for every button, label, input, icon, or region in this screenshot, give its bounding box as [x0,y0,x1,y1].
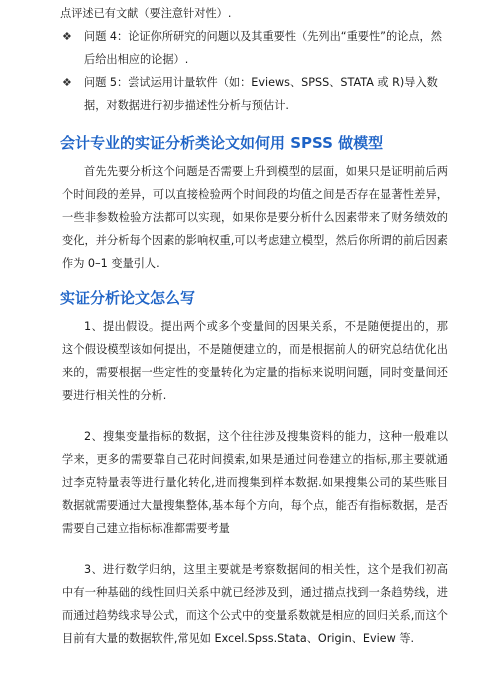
bullet-item-question-4 [62,25,448,71]
section-heading-spss-model: 会计专业的实证分析类论文如何用 SPSS 做模型 [60,134,384,152]
paragraph-spacer [62,407,448,425]
bullet-text: 问题 5：尝试运用计量软件（如：Eviews、SPSS、STATA 或 R)导入数据，对数据进行初步描述性分析与预估计. [84,76,438,112]
bullet-item-question-5 [62,71,448,117]
continued-text-line: 点评述已有文献（要注意针对性）. [60,7,232,20]
section-heading-empirical-analysis: 实证分析论文怎么写 [60,289,196,307]
bullet-text: 问题 4：论证你所研究的问题以及其重要性（先列出“重要性”的论点，然后给出相应的论据）. [84,30,442,66]
diamond-bullet-icon: ❖ [62,30,72,43]
section1-paragraph: 首先先要分析这个问题是否需要上升到模型的层面，如果只是证明前后两个时间段的差异，可以直接检验两个时间段的均值之间是否存在显著性差异，一些非参数检验方法都可以实现，如果你是要分析什么因素带来了财务绩效的变化，并分析每个因素的影响权重,可以考虑建立模型，然后你所谓的前后因素作为 0–1 变量引人. [62,165,448,270]
step-2-paragraph: 2、搜集变量指标的数据，这个往往涉及搜集资料的能力，这种一般难以学来，更多的需要靠自己花时间摸索,如果是通过问卷建立的指标,那主要就通过李克特量表等进行量化转化,进而搜集到样本数据.如果搜集公司的某些账目数据就需要通过大量搜集整体,基本每个方向，每个点，能否有指标数据，是否需要自己建立指标标准都需要考量 [62,430,448,535]
diamond-bullet-icon: ❖ [62,76,72,89]
step-1-paragraph: 1、提出假设。提出两个或多个变量间的因果关系，不是随便提出的，那这个假设模型该如何提出，不是随便建立的，而是根据前人的研究总结优化出来的，需要根据一些定性的变量转化为定量的指标来说明问题，同时变量间还要进行相关性的分析. [62,320,448,402]
paragraph-spacer [62,540,448,558]
step-3-paragraph: 3、进行数学归纳，这里主要就是考察数据间的相关性，这个是我们初高中有一种基础的线性回归关系中就已经涉及到，通过描点找到一条趋势线，进而通过趋势线求导公式，而这个公式中的变量系数就是相应的回归关系,而这个目前有大量的数据软件,常见如 Excel.Spss.Stata、Origin、Eview 等. [62,563,448,645]
